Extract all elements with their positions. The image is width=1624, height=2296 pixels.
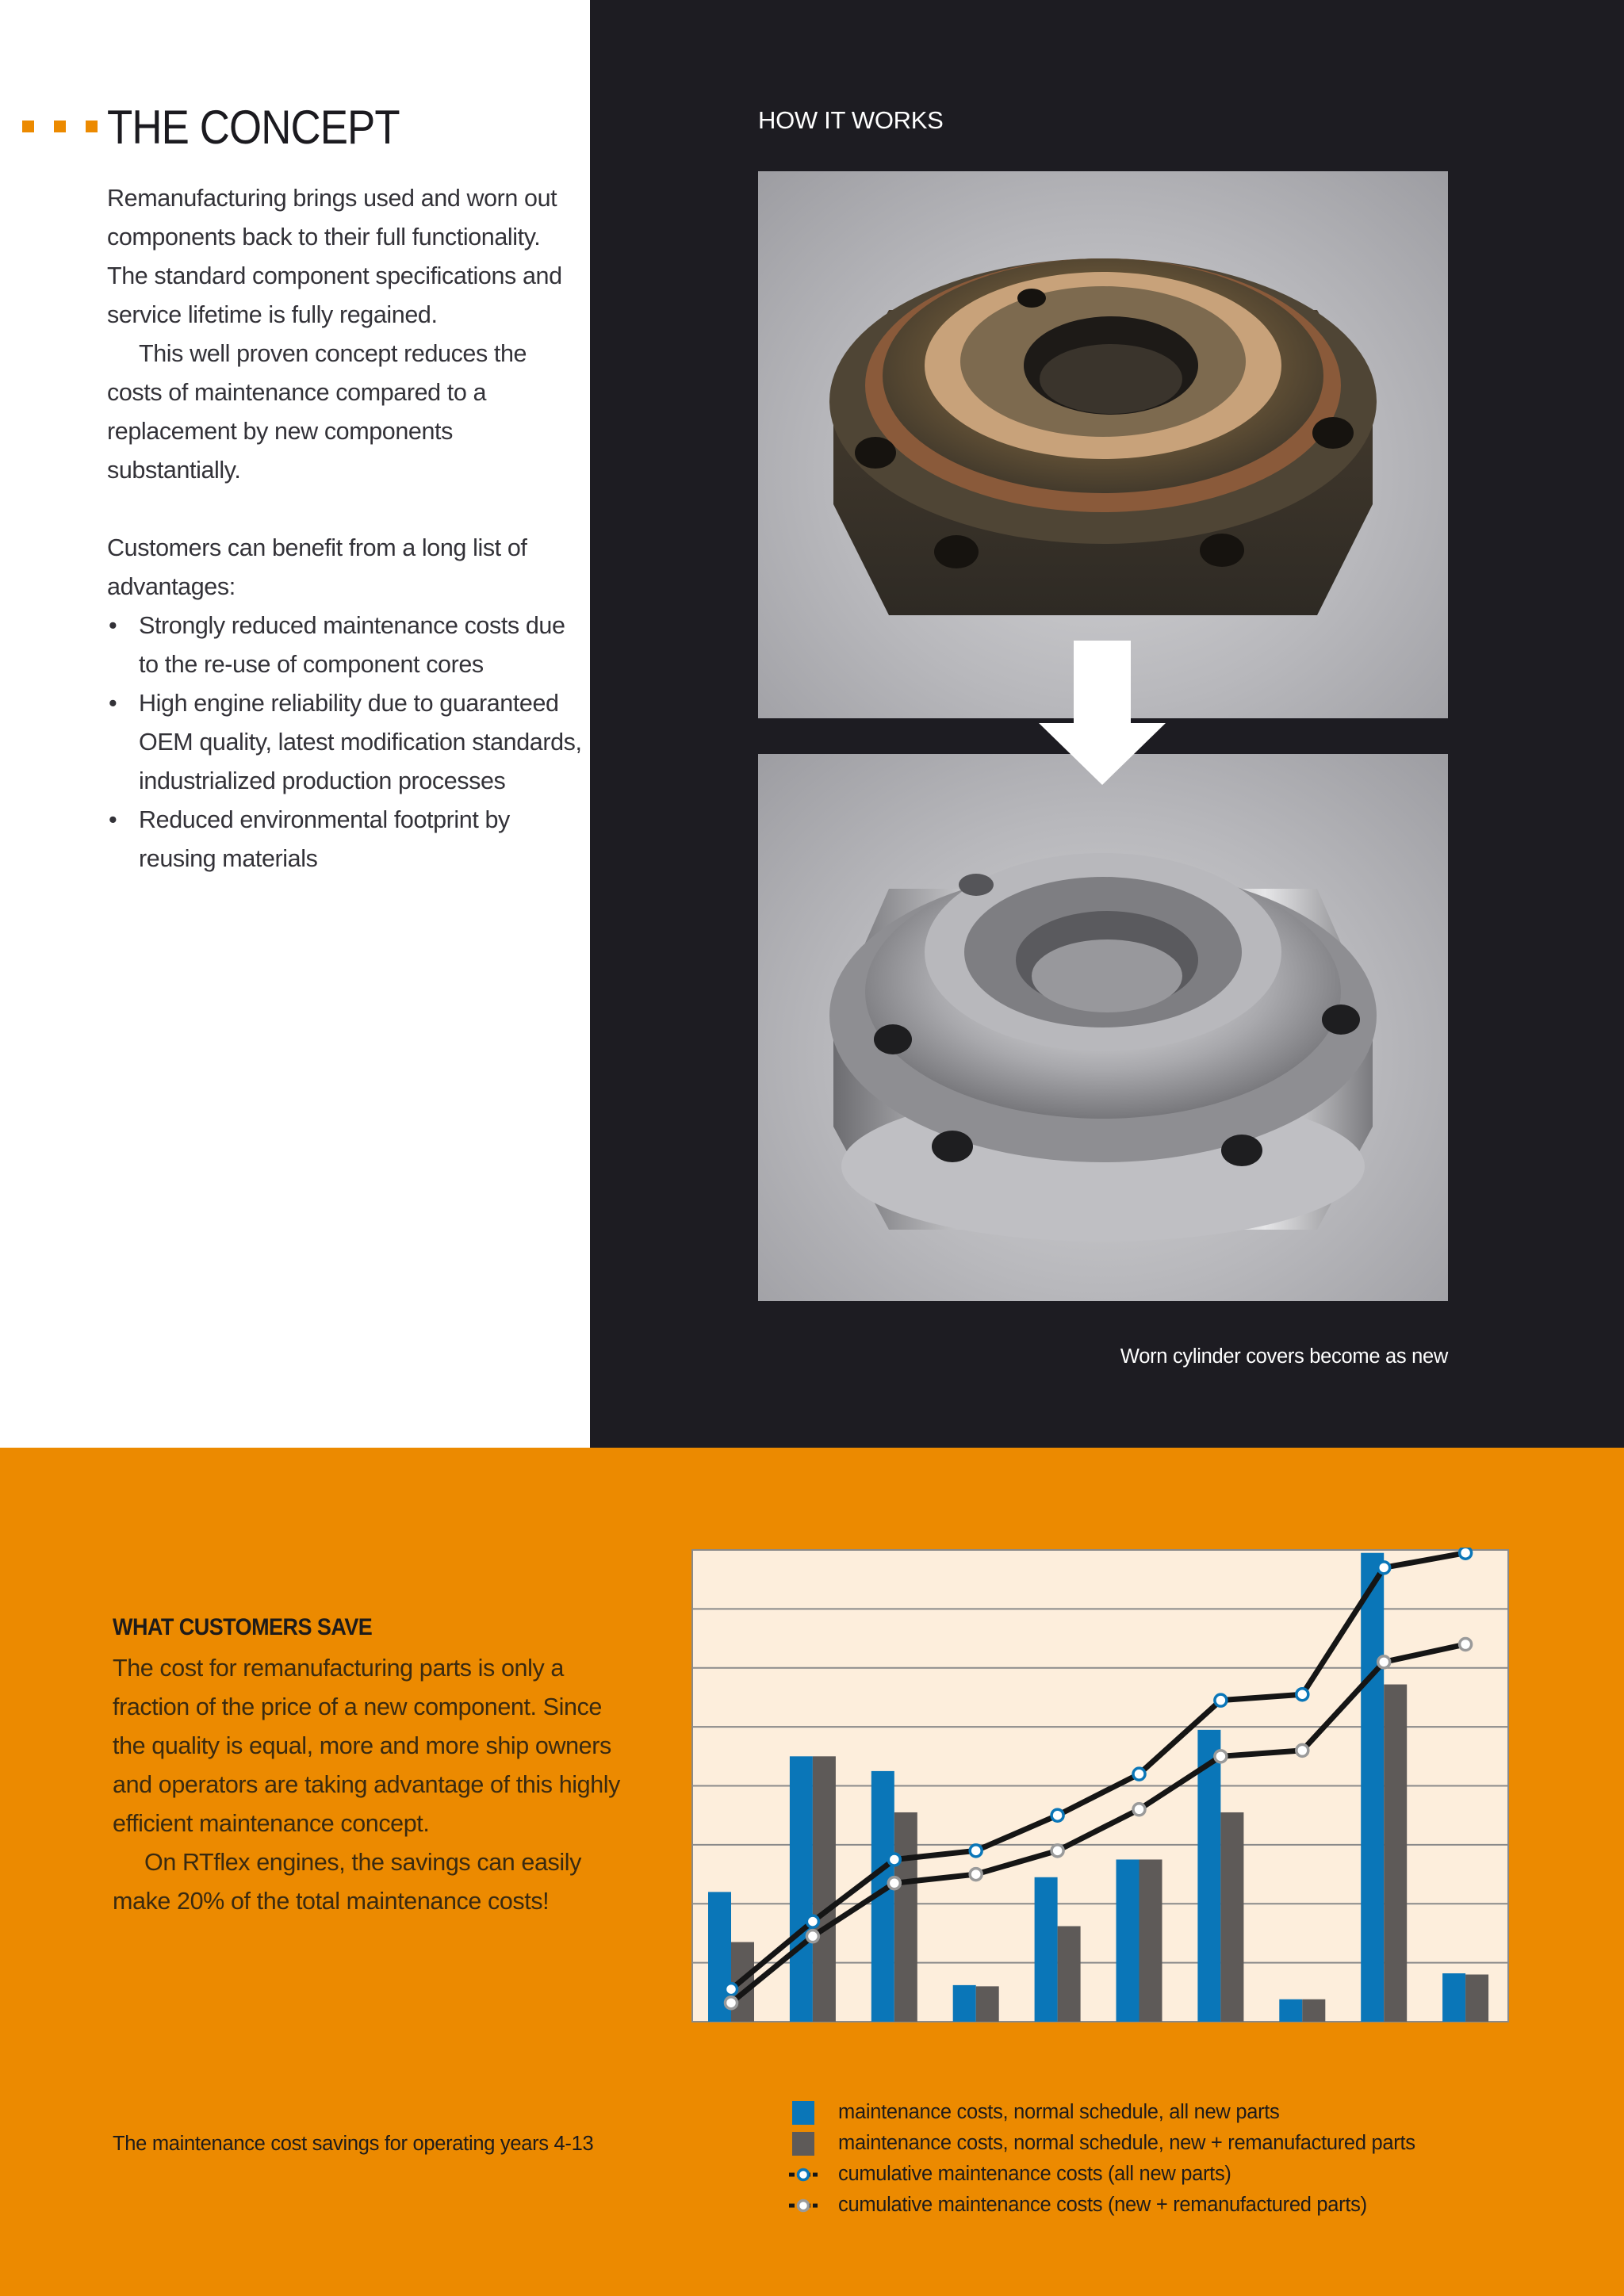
chart-caption: The maintenance cost savings for operating years 4-13 [113,2133,594,2155]
savings-paragraph: The cost for remanufacturing parts is only a fraction of the price of a new component. Since the quality is equal, more and more ship owners and operators are taking advantage of this highly efficient maintenance concept. [113,1655,620,1837]
concept-text [107,179,583,878]
list-item [107,607,583,684]
bar [894,1812,917,2022]
chart-legend [789,2098,1542,2221]
data-point [1460,1639,1472,1651]
bar [1361,1553,1384,2022]
down-arrow-icon [1039,641,1166,791]
bar [1442,1973,1465,2022]
data-point [806,1915,818,1927]
bar [1058,1927,1081,2022]
bar [1116,1859,1139,2022]
data-point [1051,1845,1063,1857]
list-item [107,801,583,878]
list-item [107,684,583,801]
data-point [970,1845,982,1857]
how-it-works-title: HOW IT WORKS [758,106,944,134]
paragraph-spacer [107,490,583,529]
data-point [726,1984,737,1996]
orange-square-bullet-icon [54,121,66,132]
data-point [888,1877,900,1889]
legend-label: cumulative maintenance costs (new + remanufactured parts) [838,2194,1367,2216]
concept-paragraph: Remanufacturing brings used and worn out components back to their full functionality. The standard component specifications and service lifetime is fully regained. [107,185,562,328]
data-point [1297,1744,1308,1756]
data-point [1297,1689,1308,1701]
bullet-icon: • [109,690,117,717]
bar [1220,1812,1243,2022]
bar [1384,1685,1407,2022]
maintenance-cost-chart [690,1548,1511,2063]
legend-label: cumulative maintenance costs (all new parts) [838,2163,1231,2185]
data-point [1133,1768,1145,1780]
bar [1465,1975,1488,2022]
list-item-text: Strongly reduced maintenance costs due to the re-use of component cores [139,612,565,678]
savings-paragraph: On RTflex engines, the savings can easily make 20% of the total maintenance costs! [113,1849,581,1915]
data-point [1215,1751,1227,1762]
savings-title: WHAT CUSTOMERS SAVE [113,1614,373,1640]
bar [790,1756,813,2022]
bar [1035,1877,1058,2022]
bar [813,1756,836,2022]
legend-item [789,2160,1542,2191]
legend-label: maintenance costs, normal schedule, new + remanufactured parts [838,2132,1415,2154]
savings-text [113,1649,620,1921]
data-point [1133,1804,1145,1816]
legend-label: maintenance costs, normal schedule, all new parts [838,2101,1280,2123]
photo-caption: Worn cylinder covers become as new [1120,1345,1448,1368]
concept-title: THE CONCEPT [107,101,400,154]
remanufactured-cylinder-cover-photo [758,754,1448,1301]
concept-paragraph: This well proven concept reduces the costs of maintenance compared to a replacement by new components substantially. [107,340,527,484]
bar [1302,1999,1325,2022]
data-point [1051,1809,1063,1821]
bar [1197,1730,1220,2022]
legend-item [789,2129,1542,2160]
legend-item [789,2191,1542,2221]
bar [953,1985,976,2022]
bar [1279,1999,1302,2022]
bar [1139,1859,1162,2022]
data-point [1215,1694,1227,1706]
data-point [888,1854,900,1866]
bullet-icon: • [109,806,117,833]
legend-line-marker-icon [789,2163,818,2187]
concept-paragraph: Customers can benefit from a long list of advantages: [107,534,527,600]
data-point [970,1869,982,1881]
worn-cylinder-cover-photo [758,171,1448,718]
list-item-text: Reduced environmental footprint by reusing materials [139,806,510,872]
legend-item [789,2098,1542,2129]
legend-line-marker-icon [789,2194,818,2218]
data-point [1378,1656,1390,1668]
orange-square-bullet-icon [22,121,34,132]
data-point [1460,1548,1472,1559]
legend-bar-swatch-icon [789,2101,818,2125]
data-point [806,1931,818,1942]
legend-bar-swatch-icon [789,2132,818,2156]
advantages-list [107,607,583,878]
bar [976,1986,999,2022]
orange-square-bullet-icon [86,121,98,132]
data-point [726,1997,737,2009]
data-point [1378,1562,1390,1574]
list-item-text: High engine reliability due to guaranteed OEM quality, latest modification standards, industrialized production processes [139,690,582,794]
bullet-icon: • [109,612,117,639]
